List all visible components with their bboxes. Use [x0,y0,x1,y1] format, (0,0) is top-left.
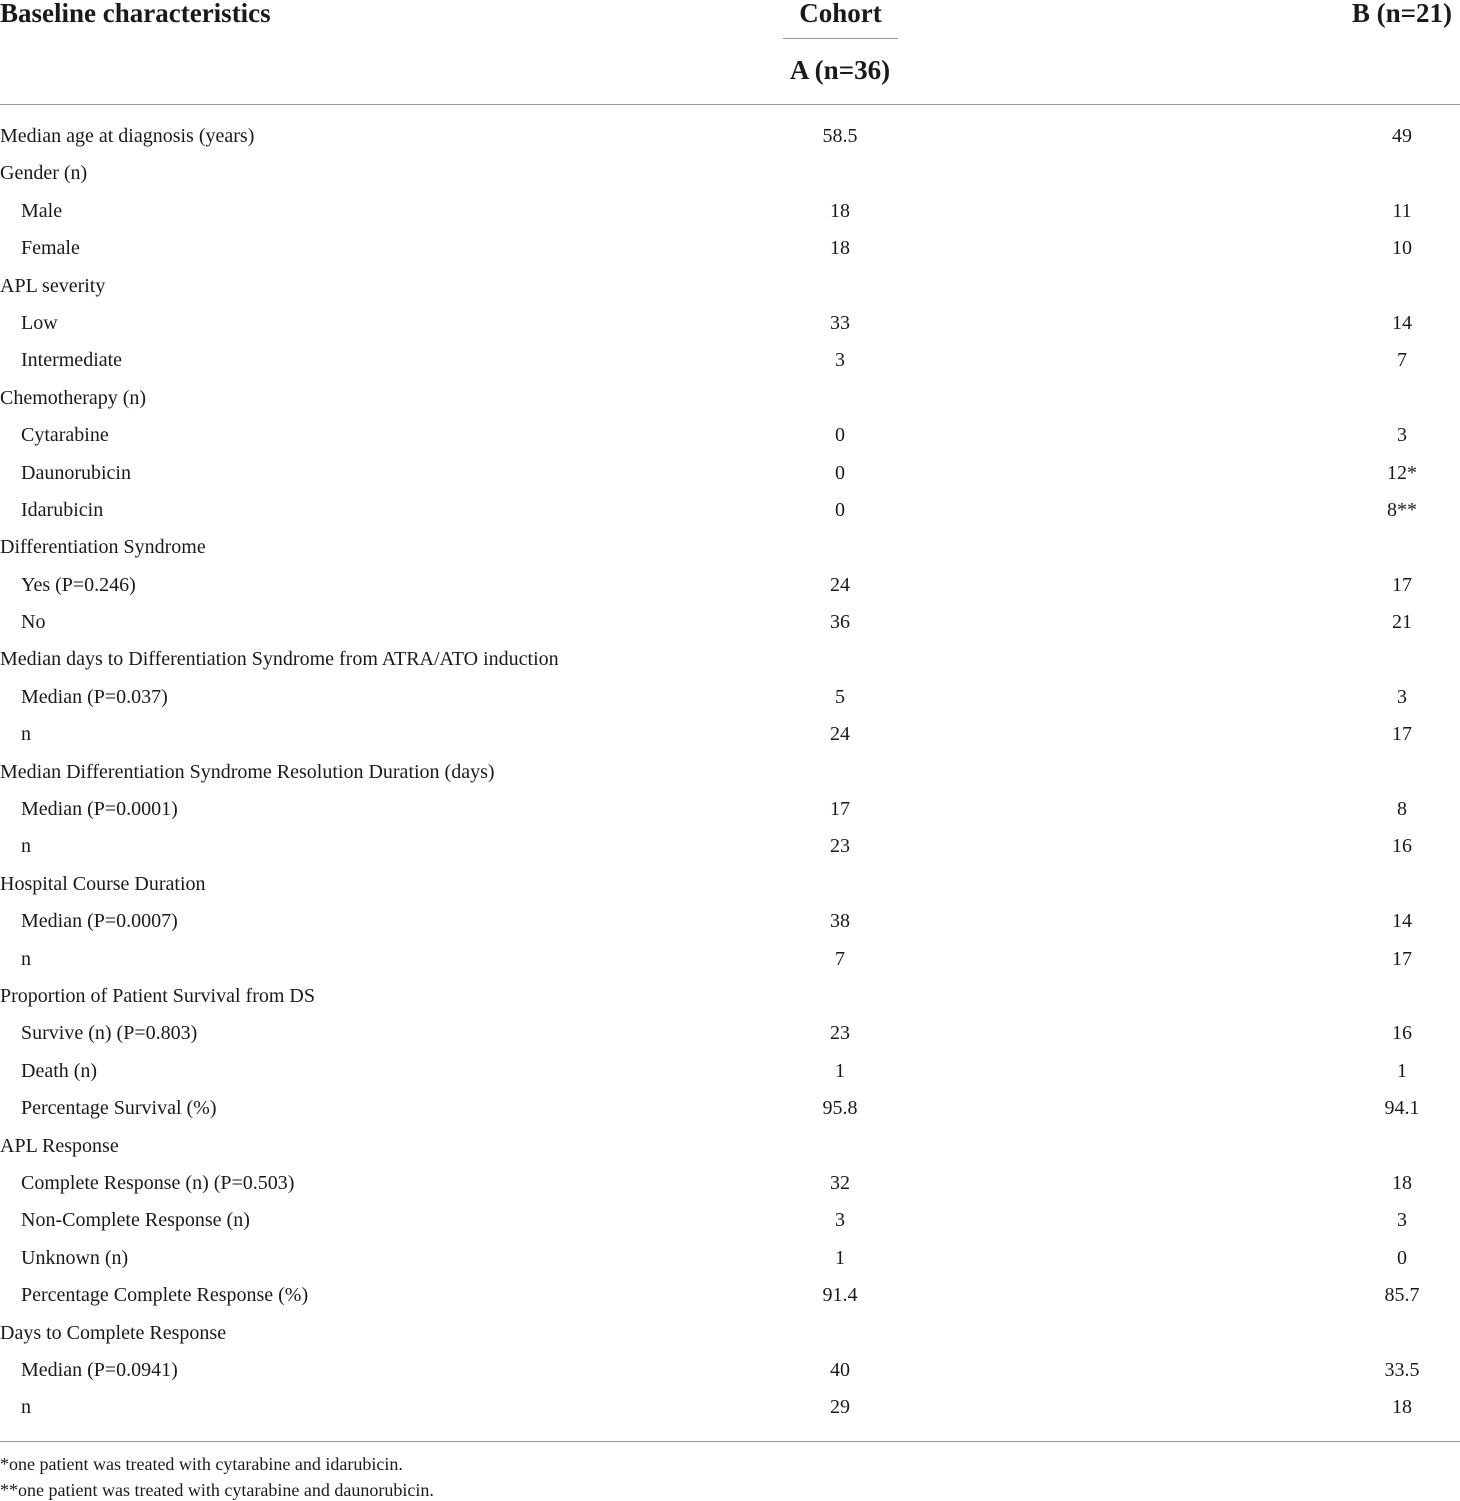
cohort-a-value: 7 [835,947,845,970]
table-row [0,1389,1460,1426]
cohort-b-value: 12* [1387,461,1417,484]
row-label: APL Response [0,1134,119,1157]
table-bottom-divider [0,1441,1460,1442]
table-row [0,193,1460,230]
row-label: Proportion of Patient Survival from DS [0,984,315,1007]
cohort-a-value: 95.8 [822,1097,858,1120]
table-row [0,455,1460,492]
row-label: Median (P=0.0001) [21,798,178,821]
row-label: Median days to Differentiation Syndrome from ATRA/ATO induction [0,648,559,671]
cohort-a-value: 5 [835,685,845,708]
table-row [0,1165,1460,1202]
table-section-row [0,1315,1460,1352]
row-label: Cytarabine [21,424,109,447]
cohort-b-value: 18 [1392,1396,1412,1419]
table-section-row [0,118,1460,155]
row-label: Median Differentiation Syndrome Resolution Duration (days) [0,760,495,783]
table-row [0,567,1460,604]
cohort-b-value: 3 [1397,424,1407,447]
table-row [0,1202,1460,1239]
cohort-b-value: 8 [1397,798,1407,821]
row-label: Percentage Survival (%) [21,1097,217,1120]
row-label: Low [21,311,58,334]
table-row [0,1015,1460,1052]
cohort-b-value: 14 [1392,910,1412,933]
cohort-b-value: 94.1 [1384,1097,1420,1120]
table-section-row [0,268,1460,305]
cohort-b-value: 7 [1397,349,1407,372]
row-label: Survive (n) (P=0.803) [21,1022,198,1045]
table-section-row [0,380,1460,417]
column-header-cohort-a: A (n=36) [789,55,891,85]
row-label: Median (P=0.0007) [21,910,178,933]
table-row [0,230,1460,267]
table-section-row [0,529,1460,566]
table-section-row [0,641,1460,678]
cohort-underline [783,38,898,39]
cohort-b-value: 16 [1392,835,1412,858]
table-row [0,492,1460,529]
row-label: Gender (n) [0,162,88,185]
table-section-row [0,1128,1460,1165]
cohort-b-value: 1 [1397,1059,1407,1082]
column-header-cohort-b: B (n=21) [1351,0,1452,28]
cohort-b-value: 21 [1392,611,1412,634]
row-label: Death (n) [21,1059,98,1082]
cohort-b-value: 33.5 [1384,1358,1420,1381]
row-label: Median (P=0.037) [21,685,168,708]
cohort-b-value: 3 [1397,1209,1407,1232]
cohort-b-value: 10 [1392,237,1412,260]
cohort-a-value: 91.4 [822,1284,858,1307]
table-row [0,716,1460,753]
cohort-b-value: 14 [1392,311,1412,334]
cohort-a-value: 38 [830,910,850,933]
cohort-b-value: 0 [1397,1246,1407,1269]
cohort-a-value: 3 [835,1209,845,1232]
column-header-characteristics: Baseline characteristics [0,0,271,28]
cohort-a-value: 3 [835,349,845,372]
column-header-cohort: Cohort [799,0,882,28]
cohort-a-value: 1 [835,1246,845,1269]
row-label: Non-Complete Response (n) [21,1209,250,1232]
cohort-a-value: 32 [830,1171,850,1194]
cohort-a-value: 23 [830,835,850,858]
table-row [0,417,1460,454]
cohort-b-value: 17 [1392,573,1412,596]
table-section-row [0,754,1460,791]
row-label: Differentiation Syndrome [0,536,206,559]
cohort-a-value: 24 [830,723,850,746]
table-row [0,828,1460,865]
header-divider [0,104,1460,105]
row-label: Median (P=0.0941) [21,1358,178,1381]
cohort-b-value: 8** [1387,498,1417,521]
row-label: Chemotherapy (n) [0,386,147,409]
table-row [0,604,1460,641]
row-label: Unknown (n) [21,1246,129,1269]
table-row [0,1090,1460,1127]
row-label: Hospital Course Duration [0,872,206,895]
table-row [0,1240,1460,1277]
cohort-b-value: 18 [1392,1171,1412,1194]
row-label: n [21,835,31,858]
cohort-a-value: 40 [830,1358,850,1381]
cohort-a-value: 17 [830,798,850,821]
row-label: Median age at diagnosis (years) [0,125,255,147]
cohort-a-value: 18 [830,237,850,260]
cohort-a-value: 33 [830,311,850,334]
cohort-b-value: 16 [1392,1022,1412,1045]
row-label: Daunorubicin [21,461,131,484]
cohort-a-value: 23 [830,1022,850,1045]
cohort-b-value: 17 [1392,723,1412,746]
table-row [0,1053,1460,1090]
table-row [0,1277,1460,1314]
table-row [0,1352,1460,1389]
row-label: APL severity [0,274,106,297]
table-section-row [0,978,1460,1015]
cohort-b-value: 3 [1397,685,1407,708]
row-label: Intermediate [21,349,123,372]
table-row [0,305,1460,342]
cohort-a-value: 0 [835,498,845,521]
row-label: Yes (P=0.246) [21,573,136,596]
table-section-row [0,155,1460,192]
row-label: Female [21,237,80,260]
row-label: No [21,611,46,634]
cohort-a-value: 1 [835,1059,845,1082]
table-row [0,903,1460,940]
row-label: Days to Complete Response [0,1321,227,1344]
footnote-1: *one patient was treated with cytarabine and idarubicin. [0,1454,403,1474]
cohort-a-value: 0 [835,424,845,447]
row-label: n [21,1396,31,1419]
cohort-b-value: 17 [1392,947,1412,970]
cohort-a-value: 58.5 [822,125,858,147]
row-label: Percentage Complete Response (%) [21,1284,309,1307]
row-label: n [21,723,31,746]
row-label: Complete Response (n) (P=0.503) [21,1171,295,1194]
row-label: Idarubicin [21,498,104,521]
footnote-2: **one patient was treated with cytarabine and daunorubicin. [0,1480,434,1500]
cohort-b-value: 11 [1392,199,1412,222]
row-label: Male [21,199,63,222]
cohort-a-value: 18 [830,199,850,222]
table-section-row [0,866,1460,903]
cohort-b-value: 49 [1392,125,1412,147]
table-row [0,342,1460,379]
cohort-a-value: 36 [830,611,850,634]
table-row [0,679,1460,716]
cohort-a-value: 0 [835,461,845,484]
table-body [0,118,1460,1427]
row-label: n [21,947,31,970]
cohort-a-value: 24 [830,573,850,596]
cohort-a-value: 29 [830,1396,850,1419]
table-row [0,941,1460,978]
table-row [0,791,1460,828]
cohort-b-value: 85.7 [1384,1284,1420,1307]
